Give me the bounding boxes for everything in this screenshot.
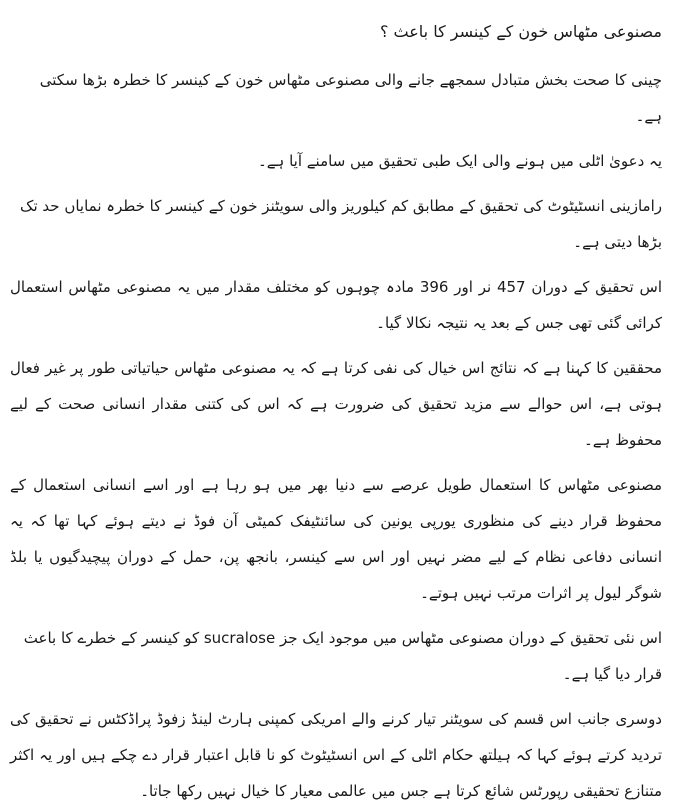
- paragraph-sugar-substitute-risk: چینی کا صحت بخش متبادل سمجھے جانے والی مصنوعی مٹھاس خون کے کینسر کا خطرہ بڑھا سکتی ہے۔: [39, 71, 662, 125]
- article-headline: مصنوعی مٹھاس خون کے کینسر کا باعث ؟: [379, 22, 662, 41]
- paragraph-industry-rebuttal: دوسری جانب اس قسم کی سویٹنر تیار کرنے والے امریکی کمپنی ہارٹ لینڈ زفوڈ پراڈکٹس نے تحقیق کی تردید کرتے ہوئے کہا کہ ہیلتھ حکام اٹلی کے اس انسٹیٹوٹ کو نا قابل اعتبار قرار دے چکے ہیں اور یہ اکثر متنازع تحقیقی رپورٹس شائع کرتا ہے جس میں عالمی معیار کا خیال نہیں رکھا جاتا۔: [10, 710, 662, 800]
- paragraph-ramazzini-findings: رامازینی انسٹیٹوٹ کی تحقیق کے مطابق کم کیلوریز والی سویٹنز خون کے کینسر کا خطرہ نمایاں حد تک بڑھا دیتی ہے۔: [20, 197, 662, 251]
- paragraph-eu-approval: مصنوعی مٹھاس کا استعمال طویل عرصے سے دنیا بھر میں ہو رہا ہے اور اسے انسانی استعمال کے محفوظ قرار دینے کی منظوری یورپی یونین کی سائنٹیفک کمیٹی آن فوڈ نے دیتے ہوئے کہا تھا کہ یہ انسانی دفاعی نظام کے لیے مضر نہیں اور اس سے کینسر، بانجھ پن، حمل کے دوران پیچیدگیوں یا بلڈ شوگر لیول پر اثرات مرتب نہیں ہوتے۔: [10, 476, 662, 602]
- paragraph-mice-experiment: اس تحقیق کے دوران 457 نر اور 396 مادہ چوہوں کو مختلف مقدار میں یہ مصنوعی مٹھاس استعمال کرائی گئی تھی جس کے بعد یہ نتیجہ نکالا گیا۔: [10, 278, 662, 332]
- paragraph-sucralose: اس نئی تحقیق کے دوران مصنوعی مٹھاس میں موجود ایک جز sucralose کو کینسر کے خطرے کا باعث قرار دیا گیا ہے۔: [23, 629, 662, 683]
- paragraph-researchers-view: محققین کا کہنا ہے کہ نتائج اس خیال کی نفی کرتا ہے کہ یہ مصنوعی مٹھاس حیاتیاتی طور پر غیر فعال ہوتی ہے، اس حوالے سے مزید تحقیق کی ضرورت ہے کہ اس کی کتنی مقدار انسانی صحت کے لیے محفوظ ہے۔: [10, 359, 662, 449]
- paragraph-italy-study-claim: یہ دعویٰ اٹلی میں ہونے والی ایک طبی تحقیق میں سامنے آیا ہے۔: [257, 152, 662, 170]
